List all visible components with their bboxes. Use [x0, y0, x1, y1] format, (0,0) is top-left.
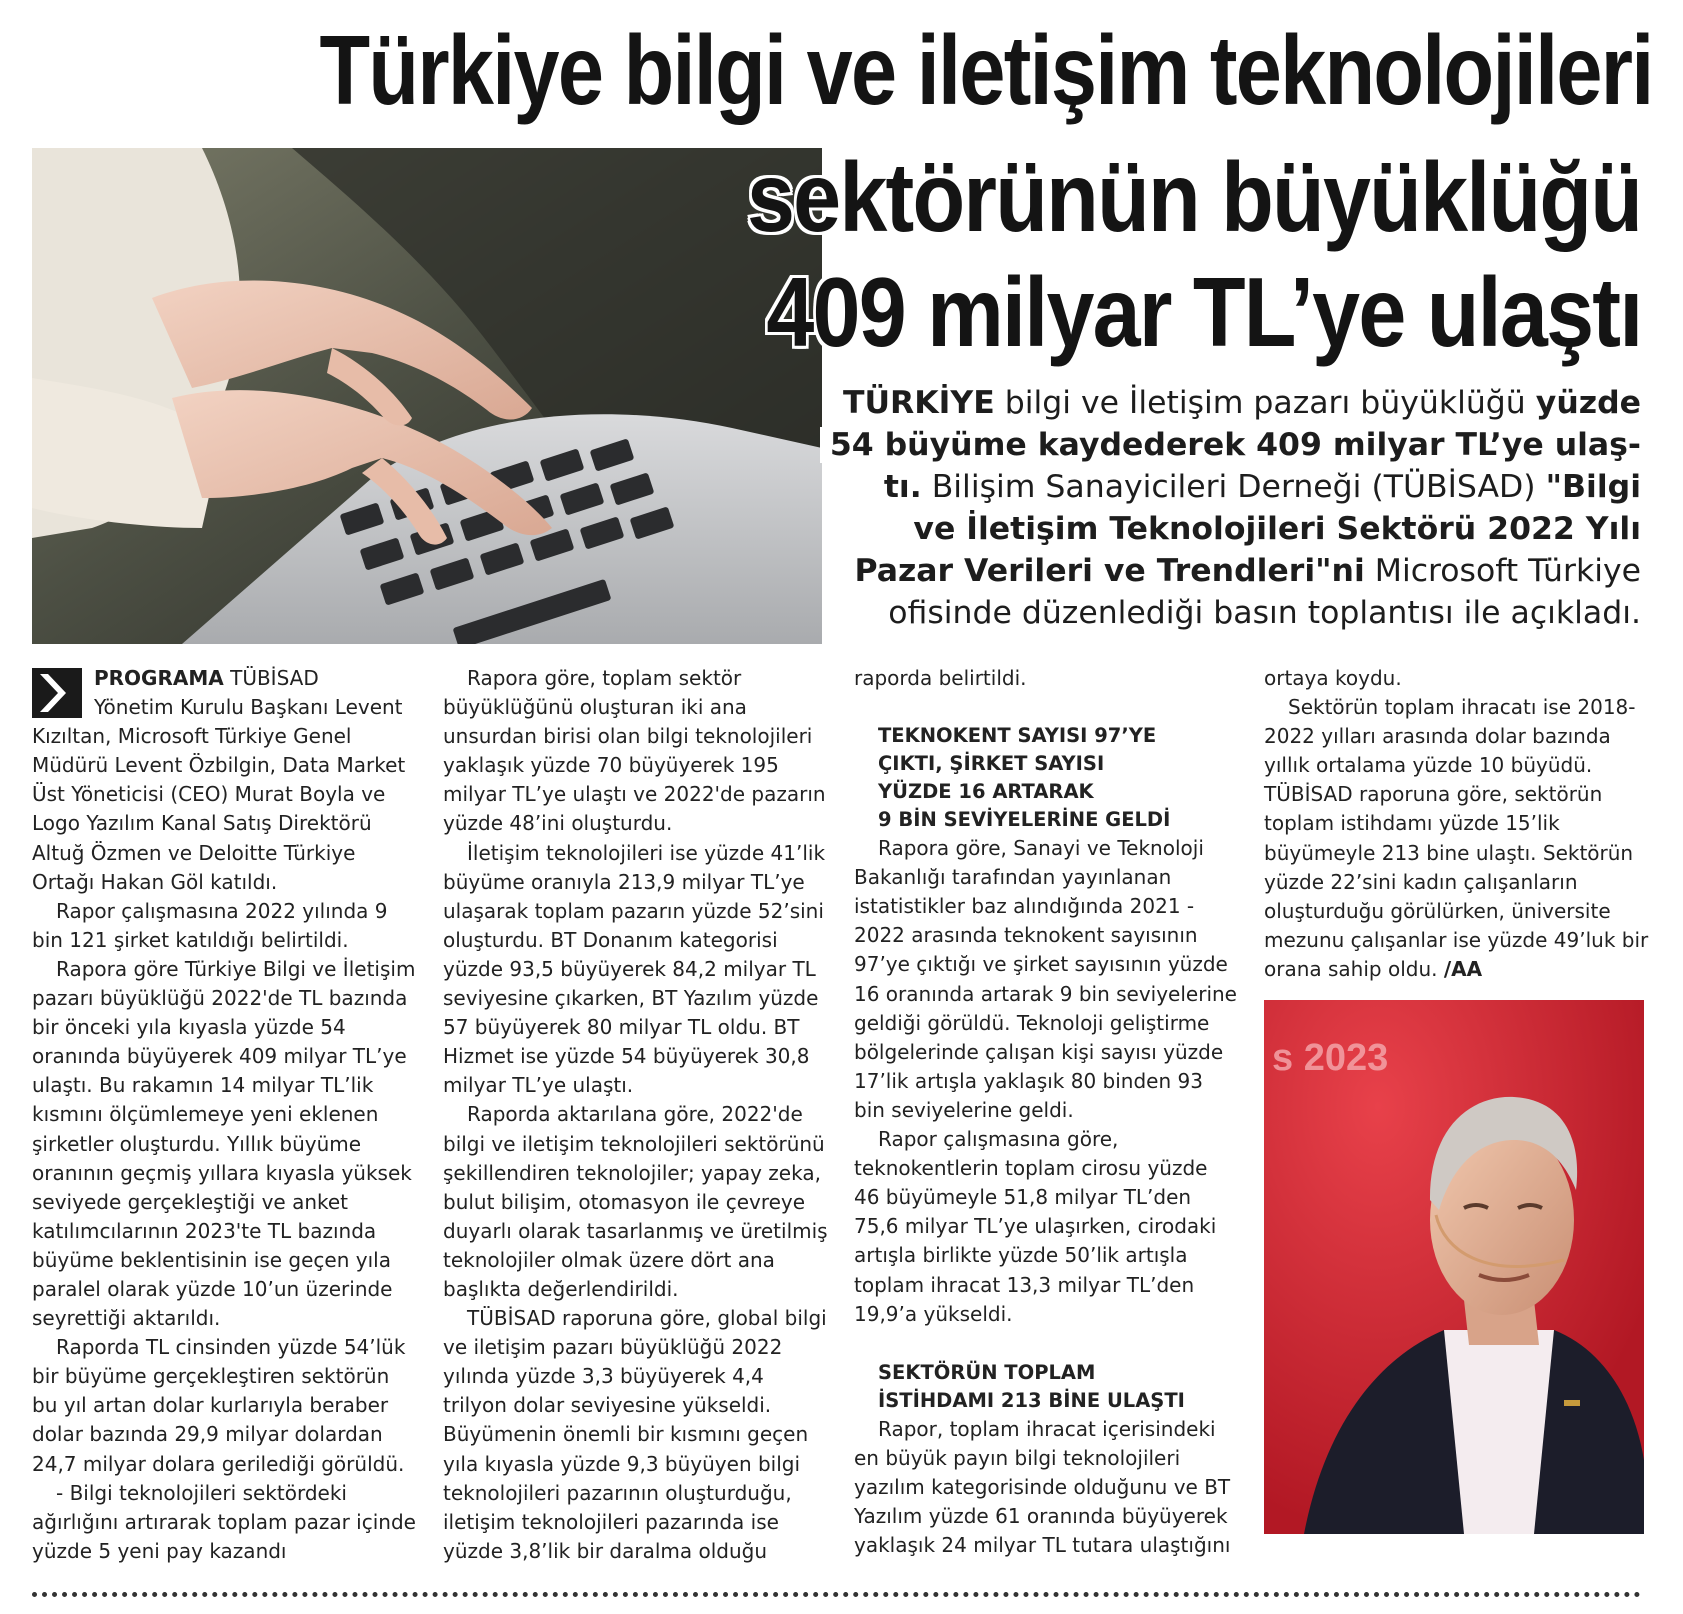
paragraph-text: TÜBİSAD: [223, 666, 319, 690]
lead-paragraph: [741, 382, 1641, 634]
subheading-line: ÇIKTI, ŞİRKET SAYISI: [878, 752, 1105, 776]
speaker-portrait-photo: [1264, 1000, 1644, 1534]
laptop-illustration: [32, 148, 822, 644]
paragraph: Rapora göre, Sanayi ve Teknoloji Bakanlığı tarafından yayınlanan istatistikler baz alındığında 2021 - 2022 arasında teknokent sayısının 97’ye çıktığı ve şirket sayısının yüzde 16 oranında artarak 9 bin seviyelerine geldiği görüldü. Teknoloji geliştirme bölgelerinde çalışan kişi sayısı yüzde 17’lik artışla yaklaşık 80 binden 93 bin seviyelerine geldi.: [854, 836, 1237, 1122]
paragraph-text: Sektörün toplam ihracatı ise 2018-2022 yılları arasında dolar bazında yıllık ortalama yüzde 10 büyüdü. TÜBİSAD raporuna göre, sektörün toplam istihdamı yüzde 15’lik büyümeyle 213 bine ulaştı. Sektörün yüzde 22’sini kadın çalışanların oluşturduğu görülürken, üniversite mezunu çalışanlar ise yüzde 49’luk bir orana sahip oldu.: [1264, 695, 1649, 981]
lead-text: Bilişim Sanayicileri Derneği (TÜBİSAD): [921, 469, 1546, 505]
column-3: [854, 664, 1239, 1560]
headline-line-3: 409 milyar TL’ye ulaştı: [765, 257, 1641, 367]
column-1: [32, 664, 417, 1566]
lead-text: ofisinde düzenlediği basın toplantısı ile açıkladı.: [888, 595, 1641, 631]
paragraph-line: Ortağı Hakan Göl katıldı.: [32, 869, 278, 894]
paragraph-line: Kızıltan, Microsoft Türkiye Genel: [32, 724, 352, 749]
lead-bold: yüzde: [1535, 385, 1641, 421]
lead-kicker: TÜRKİYE: [842, 385, 995, 421]
paragraph: Raporda TL cinsinden yüzde 54’lük bir büyüme gerçekleştiren sektörün bu yıl artan dolar kurlarıyla beraber dolar bazında 29,9 milyar dolardan 24,7 milyar dolara gerilediği görüldü.: [32, 1335, 406, 1476]
agency-signature: /AA: [1443, 956, 1483, 981]
subheading-line: TEKNOKENT SAYISI 97’YE: [878, 724, 1157, 748]
lead-text: Microsoft Türkiye: [1364, 553, 1641, 589]
paragraph-line: Müdürü Levent Özbilgin, Data Market: [32, 753, 406, 778]
column-2: [443, 664, 828, 1566]
page-divider: [32, 1592, 1641, 1597]
paragraph: Rapor çalışmasına 2022 yılında 9 bin 121 şirket katıldığı belirtildi.: [32, 898, 388, 952]
paragraph: Rapor, toplam ihracat içerisindeki en büyük payın bilgi teknolojileri yazılım kategorisinde olduğunu ve BT Yazılım yüzde 61 oranında büyüyerek yaklaşık 24 milyar TL tutara ulaştığını: [854, 1416, 1231, 1558]
lead-bold: ve İletişim Teknolojileri Sektörü 2022 Yılı: [913, 511, 1641, 547]
paragraph: Rapora göre, toplam sektör büyüklüğünü oluşturan iki ana unsurdan birisi olan bilgi teknolojileri yaklaşık yüzde 70 büyüyerek 195 milyar TL’ye ulaştı ve 2022'de pazarın yüzde 48’ini oluşturdu.: [443, 666, 826, 836]
paragraph: - Bilgi teknolojileri sektördeki ağırlığını artırarak toplam pazar içinde yüzde 5 yeni pay kazandı: [32, 1480, 416, 1563]
paragraph-line: Yönetim Kurulu Başkanı Levent: [94, 695, 403, 720]
section-arrow-icon: [32, 668, 82, 718]
lead-bold: "Bilgi: [1545, 469, 1641, 505]
intro-paragraph: [32, 664, 417, 693]
paragraph: raporda belirtildi.: [854, 666, 1027, 690]
column-4: [1264, 664, 1649, 984]
paragraph: Rapor çalışmasına göre, teknokentlerin toplam cirosu yüzde 46 büyümeyle 51,8 milyar TL’den 75,6 milyar TL’ye ulaşırken, cirodaki artışla birlikte yüzde 50’lik artışla toplam ihracat 13,3 milyar TL’den 19,9’a yükseldi.: [854, 1127, 1217, 1326]
lead-bold: tı.: [883, 469, 922, 505]
subheading-line: 9 BİN SEVİYELERİNE GELDİ: [878, 808, 1171, 832]
speaker-illustration: [1264, 1000, 1644, 1534]
paragraph: İletişim teknolojileri ise yüzde 41’lik büyüme oranıyla 213,9 milyar TL’ye ulaşarak toplam pazarın yüzde 52’sini oluşturdu. BT Donanım kategorisi yüzde 93,5 büyüyerek 84,2 milyar TL seviyesine çıkarken, BT Yazılım yüzde 57 büyüyerek 80 milyar TL oldu. BT Hizmet ise yüzde 54 büyüyerek 30,8 milyar TL’ye ulaştı.: [443, 840, 826, 1098]
paragraph-line: Logo Yazılım Kanal Satış Direktörü: [32, 811, 372, 836]
lead-bold: Pazar Verileri ve Trendleri"ni: [854, 553, 1365, 589]
paragraph-line: Altuğ Özmen ve Deloitte Türkiye: [32, 840, 356, 865]
paragraph: Rapora göre Türkiye Bilgi ve İletişim pazarı büyüklüğü 2022'de TL bazında bir önceki yıla kıyasla yüzde 54 oranında büyüyerek 409 milyar TL’ye ulaştı. Bu rakamın 14 milyar TL’lik kısmını ölçümlemeye yeni eklenen şirketler oluşturdu. Yıllık büyüme oranının geçmiş yıllara kıyasla yüksek seviyede gerçekleştiği ve anket katılımcılarının 2023'te TL bazında büyüme beklentisinin ise geçen yıla paralel olarak yüzde 10’un üzerinde seyrettiği aktarıldı.: [32, 956, 416, 1331]
paragraph: [1264, 693, 1649, 984]
subheading-line: İSTİHDAMI 213 BİNE ULAŞTI: [878, 1388, 1185, 1412]
headline-line-2: sektörünün büyüklüğü: [746, 142, 1641, 252]
lead-bold: 54 büyüme kaydederek 409 milyar TL’ye ulaş-: [829, 427, 1641, 463]
laptop-typing-photo: [32, 148, 822, 644]
paragraph: Raporda aktarılana göre, 2022'de bilgi ve iletişim teknolojileri sektörünü şekillendiren teknolojiler; yapay zeka, bulut bilişim, otomasyon ile çevreye duyarlı olarak tasarlanmış ve üretilmiş teknolojiler olmak üzere dört ana başlıkta değerlendirildi.: [443, 1102, 828, 1301]
section-kicker: PROGRAMA: [94, 666, 224, 690]
paragraph: ortaya koydu.: [1264, 666, 1402, 690]
subheading-line: YÜZDE 16 ARTARAK: [878, 780, 1094, 804]
lead-text: bilgi ve İletişim pazarı büyüklüğü: [994, 385, 1536, 421]
paragraph: TÜBİSAD raporuna göre, global bilgi ve iletişim pazarı büyüklüğü 2022 yılında yüzde 3,3 büyüyerek 4,4 trilyon dolar seviyesine yükseldi. Büyümenin önemli bir kısmını geçen yıla kıyasla yüzde 9,3 büyüyen bilgi teknolojileri pazarının oluşturduğu, iletişim teknolojileri pazarında ise yüzde 3,8’lik bir daralma olduğu: [443, 1306, 827, 1563]
banner-text: s 2023: [1272, 1037, 1389, 1079]
paragraph-line: Üst Yöneticisi (CEO) Murat Boyla ve: [32, 782, 386, 807]
headline-line-1: Türkiye bilgi ve iletişim teknolojileri: [319, 15, 1653, 125]
subheading-line: SEKTÖRÜN TOPLAM: [878, 1360, 1096, 1384]
